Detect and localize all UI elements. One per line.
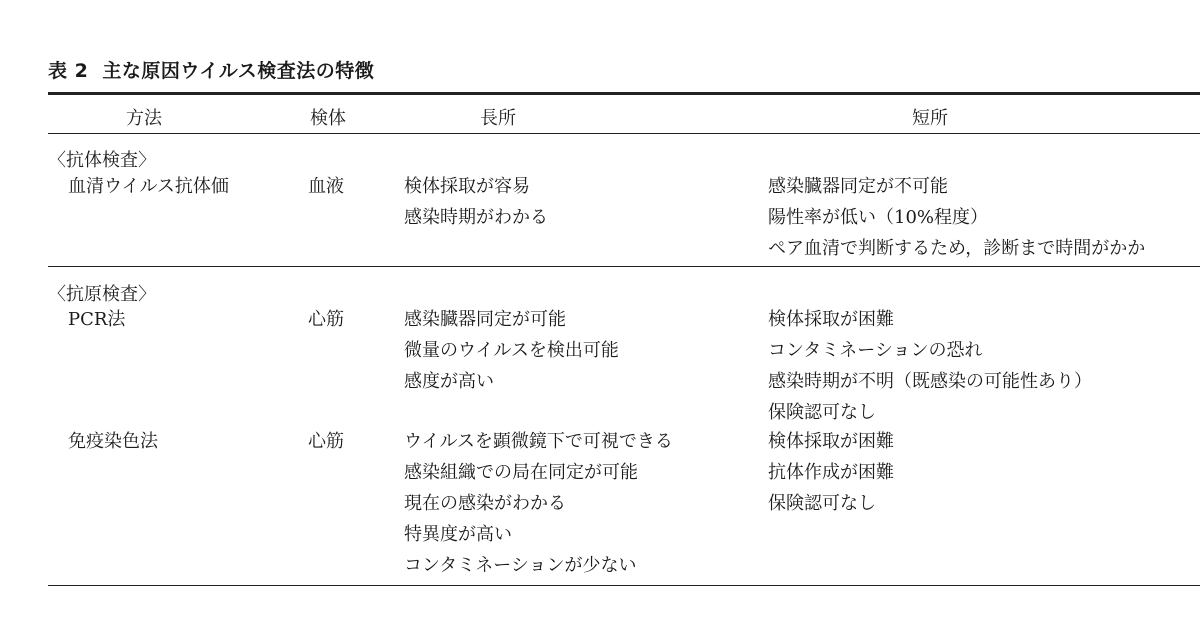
header-disadvantages: 短所	[912, 108, 948, 129]
disadvantage-item: 保険認可なし	[768, 493, 876, 514]
specimen-cell	[308, 426, 344, 457]
method-cell	[68, 171, 229, 202]
method-name: PCR法	[68, 309, 126, 330]
disadvantage-item: ペア血清で判断するため，診断まで時間がかか	[768, 238, 1146, 259]
bottom-rule	[48, 585, 1200, 586]
advantage-item: 感染組織での局在同定が可能	[404, 462, 638, 483]
advantage-item: ウイルスを顕微鏡下で可視できる	[404, 431, 673, 452]
disadvantage-item: 検体採取が困難	[768, 309, 894, 330]
method-cell	[68, 304, 125, 335]
advantage-item: 微量のウイルスを検出可能	[404, 340, 619, 361]
advantage-item: コンタミネーションが少ない	[404, 555, 637, 576]
method-name: 免疫染色法	[68, 431, 158, 452]
specimen-name: 心筋	[308, 431, 344, 452]
disadvantage-item: 保険認可なし	[768, 402, 876, 423]
disadvantages-cell	[768, 426, 894, 519]
advantage-item: 検体採取が容易	[404, 176, 530, 197]
advantage-item: 感染臓器同定が可能	[404, 309, 566, 330]
specimen-cell	[308, 304, 344, 335]
advantages-cell	[404, 304, 619, 397]
section-rule	[48, 266, 1200, 267]
method-cell	[68, 426, 158, 457]
header-rule	[48, 133, 1200, 134]
advantage-item: 特異度が高い	[404, 524, 512, 545]
advantage-item: 現在の感染がわかる	[404, 493, 566, 514]
top-rule	[48, 92, 1200, 95]
disadvantage-item: 検体採取が困難	[768, 431, 894, 452]
header-method: 方法	[126, 108, 162, 129]
section-label-antibody: 〈抗体検査〉	[48, 150, 156, 171]
table-number: 表 2	[48, 60, 89, 82]
header-specimen: 検体	[310, 108, 346, 129]
method-name: 血清ウイルス抗体価	[68, 176, 229, 197]
specimen-name: 血液	[308, 176, 344, 197]
advantage-item: 感染時期がわかる	[404, 207, 548, 228]
disadvantage-item: 陽性率が低い（10%程度）	[768, 207, 989, 228]
disadvantage-item: 感染時期が不明（既感染の可能性あり）	[768, 371, 1092, 392]
disadvantages-cell	[768, 171, 1145, 264]
disadvantages-cell	[768, 304, 1092, 428]
advantage-item: 感度が高い	[404, 371, 494, 392]
disadvantage-item: コンタミネーションの恐れ	[768, 340, 983, 361]
table-title	[48, 56, 374, 83]
table-caption: 主な原因ウイルス検査法の特徴	[102, 60, 375, 82]
disadvantage-item: 抗体作成が困難	[768, 462, 894, 483]
specimen-cell	[308, 171, 344, 202]
advantages-cell	[404, 426, 673, 581]
specimen-name: 心筋	[308, 309, 344, 330]
header-advantages: 長所	[480, 108, 516, 129]
section-label-antigen: 〈抗原検査〉	[48, 284, 156, 305]
disadvantage-item: 感染臓器同定が不可能	[768, 176, 948, 197]
advantages-cell	[404, 171, 548, 233]
